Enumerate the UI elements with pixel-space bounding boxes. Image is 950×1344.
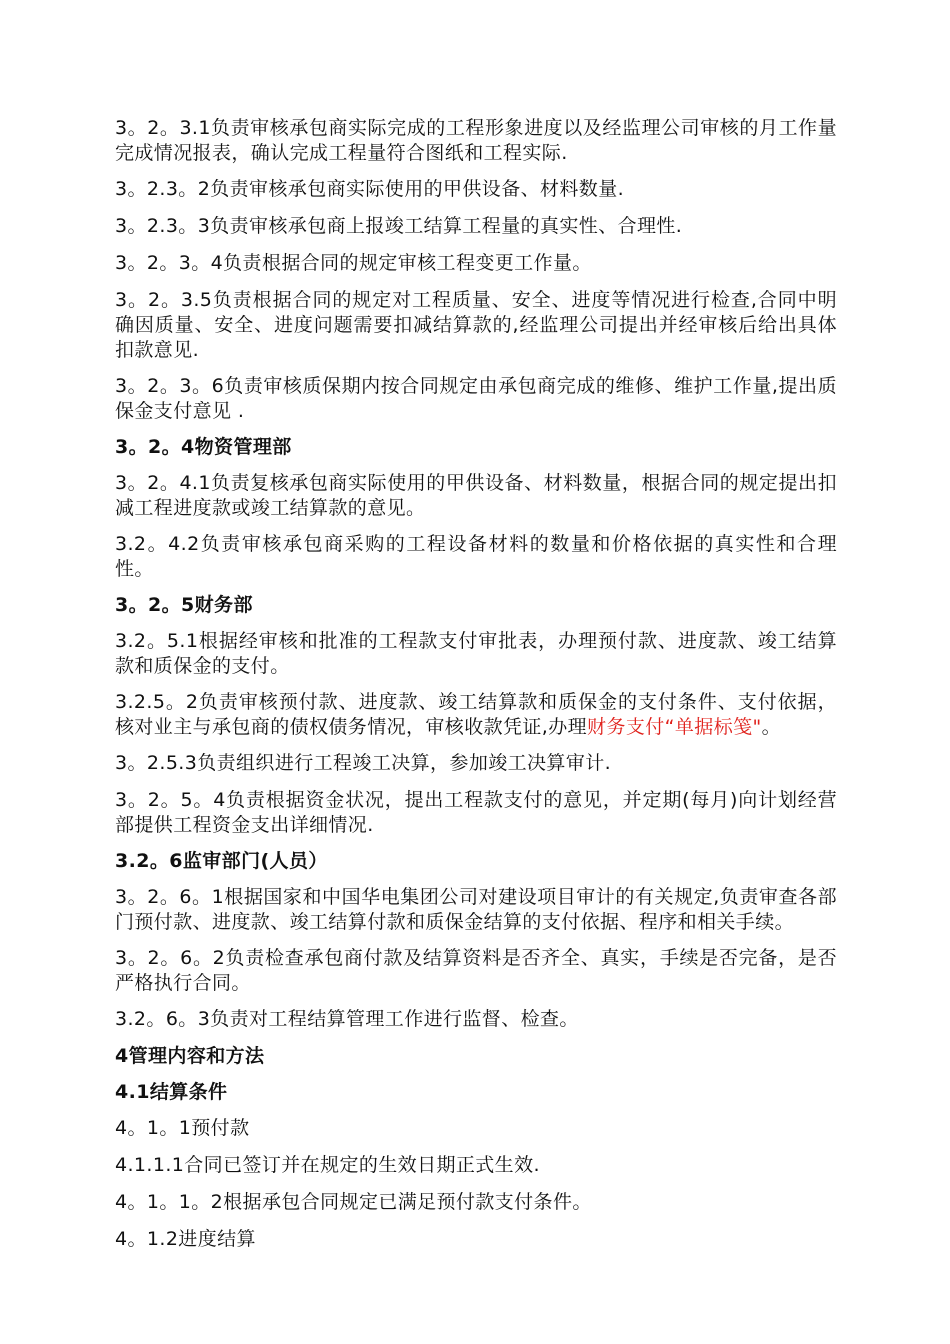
clause-3-2-6-2: 3。2。6。2负责检查承包商付款及结算资料是否齐全、真实，手续是否完备，是否严格执行合同。 <box>115 947 837 994</box>
clause-3-2-3-2: 3。2.3。2负责审核承包商实际使用的甲供设备、材料数量. <box>115 178 625 200</box>
clause-3-2-5-1: 3.2。5.1根据经审核和批准的工程款支付审批表，办理预付款、进度款、竣工结算款和质保金的支付。 <box>115 630 837 677</box>
section-heading-materials-dept: 3。2。4物资管理部 <box>115 436 292 458</box>
clause-3-2-6-1: 3。2。6。1根据国家和中国华电集团公司对建设项目审计的有关规定,负责审查各部门预付款、进度款、竣工结算付款和质保金结算的支付依据、程序和相关手续。 <box>115 886 837 933</box>
clause-3-2-4-1: 3。2。4.1负责复核承包商实际使用的甲供设备、材料数量，根据合同的规定提出扣减工程进度款或竣工结算款的意见。 <box>115 472 837 519</box>
clause-3-2-6-3: 3.2。6。3负责对工程结算管理工作进行监督、检查。 <box>115 1008 579 1030</box>
clause-3-2-3-5: 3。2。3.5负责根据合同的规定对工程质量、安全、进度等情况进行检查,合同中明确因质量、安全、进度问题需要扣减结算款的,经监理公司提出并经审核后给出具体扣款意见. <box>115 289 837 361</box>
clause-3-2-3-1: 3。2。3.1负责审核承包商实际完成的工程形象进度以及经监理公司审核的月工作量完成情况报表，确认完成工程量符合图纸和工程实际. <box>115 117 837 164</box>
clause-4-1-1-1: 4.1.1.1合同已签订并在规定的生效日期正式生效. <box>115 1154 540 1176</box>
section-heading-audit-dept: 3.2。6监审部门(人员） <box>115 850 328 872</box>
clause-4-1-2: 4。1.2进度结算 <box>115 1228 256 1250</box>
clause-3-2-5-2-tail: 。 <box>761 716 782 738</box>
clause-4-1-1: 4。1。1预付款 <box>115 1117 250 1139</box>
section-heading-4-1: 4.1结算条件 <box>115 1081 228 1103</box>
clause-3-2-5-2-text: 3.2.5。2负责审核预付款、进度款、竣工结算款和质保金的支付条件、支付依据，核对业主与承包商的债权债务情况，审核收款凭证,办理 <box>115 691 837 738</box>
clause-3-2-3-4: 3。2。3。4负责根据合同的规定审核工程变更工作量。 <box>115 252 592 274</box>
clause-4-1-1-2: 4。1。1。2根据承包合同规定已满足预付款支付条件。 <box>115 1191 592 1213</box>
highlighted-text: 财务支付“单据标笺" <box>587 716 762 738</box>
clause-3-2-3-3: 3。2.3。3负责审核承包商上报竣工结算工程量的真实性、合理性. <box>115 215 683 237</box>
document-page <box>115 116 837 1264</box>
clause-3-2-3-6: 3。2。3。6负责审核质保期内按合同规定由承包商完成的维修、维护工作量,提出质保金支付意见 . <box>115 375 837 422</box>
clause-3-2-5-2 <box>115 690 837 740</box>
clause-3-2-5-4: 3。2。5。4负责根据资金状况，提出工程款支付的意见，并定期(每月)向计划经营部提供工程资金支出详细情况. <box>115 789 837 836</box>
clause-3-2-5-3: 3。2.5.3负责组织进行工程竣工决算，参加竣工决算审计. <box>115 752 612 774</box>
clause-3-2-4-2: 3.2。4.2负责审核承包商采购的工程设备材料的数量和价格依据的真实性和合理性。 <box>115 533 837 580</box>
section-heading-finance-dept: 3。2。5财务部 <box>115 594 253 616</box>
chapter-heading-4: 4管理内容和方法 <box>115 1045 265 1067</box>
